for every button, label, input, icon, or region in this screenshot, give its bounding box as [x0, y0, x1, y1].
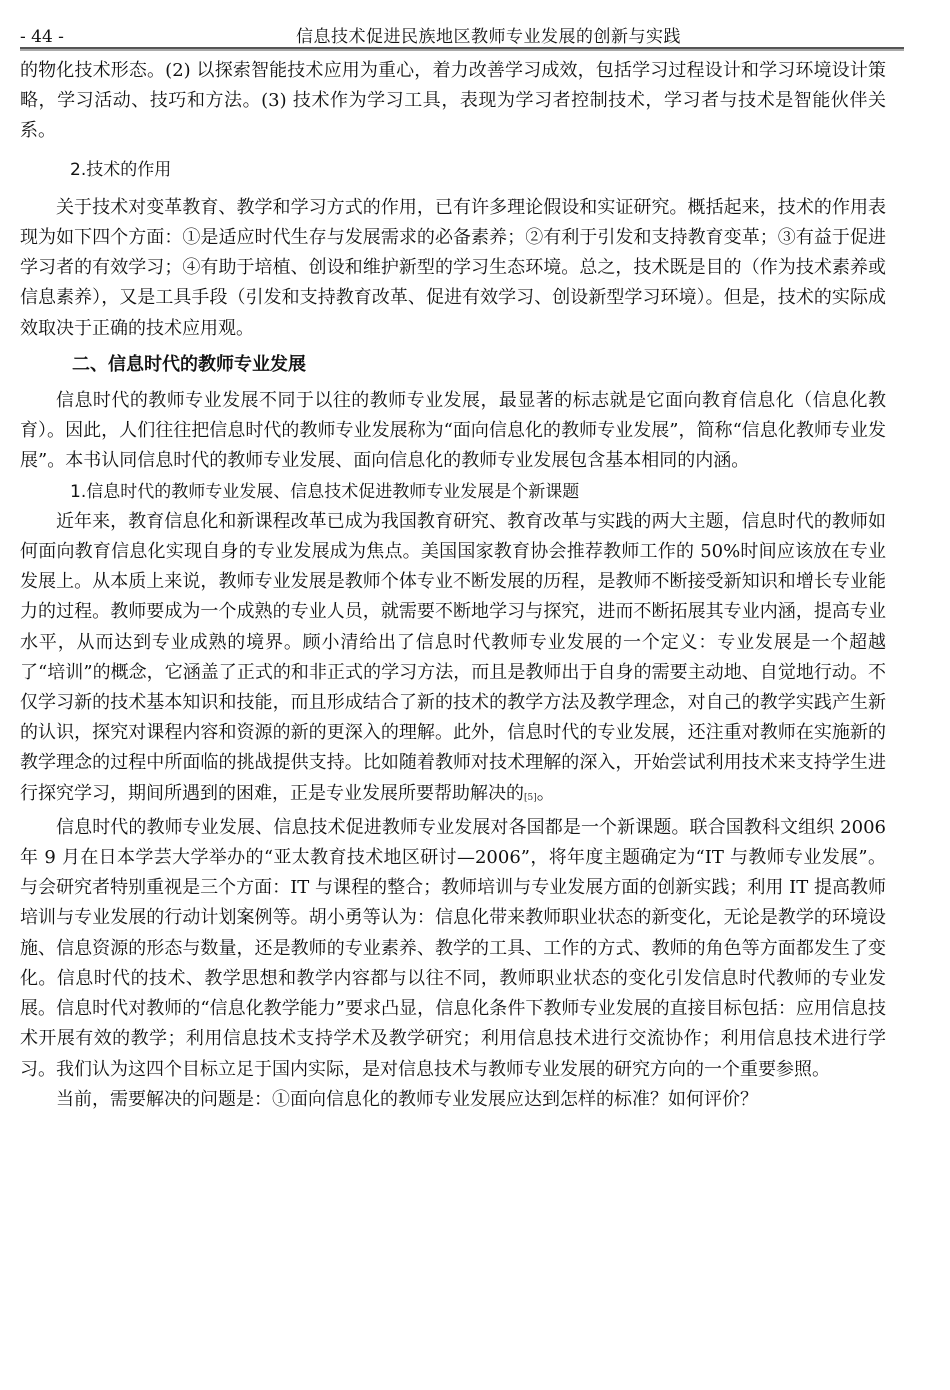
- page-number: - 44 -: [20, 27, 64, 47]
- spacer: [20, 147, 886, 155]
- section-heading: 二、信息时代的教师专业发展: [72, 353, 306, 375]
- paragraph-tech-role: 关于技术对变革教育、教学和学习方式的作用，已有许多理论假设和实证研究。概括起来，技术的作用表现为如下四个方面：①是适应时代生存与发展需求的必备素养；②有利于引发和支持教育变革；③有益于促进学习者的有效学习；④有助于培植、创设和维护新型的学习生态环境。总之，技术既是目的（作为技术素养或信息素养），又是工具手段（引发和支持教育改革、促进有效学习、创设新型学习环境）。但是，技术的实际成效取决于正确的技术应用观。: [20, 196, 886, 339]
- paragraph-definition-text: 近年来，教育信息化和新课程改革已成为我国教育研究、教育改革与实践的两大主题，信息时代的教师如何面向教育信息化实现自身的专业发展成为焦点。美国国家教育协会推荐教师工作的 50%时间应该放在专业发展上。从本质上来说，教师专业发展是教师个体专业不断发展的历程，是教师不断接受新知识和增长专业能力的过程。教师要成为一个成熟的专业人员，就需要不断地学习与探究，进而不断拓展其专业内涵，提高专业水平，从而达到专业成熟的境界。顾小清给出了信息时代教师专业发展的一个定义：专业发展是一个超越了“培训”的概念，它涵盖了正式的和非正式的学习方法，而且是教师出于自身的需要主动地、自觉地行动。不仅学习新的技术基本知识和技能，而且形成结合了新的技术的教学方法及教学理念，对自己的教学实践产生新的认识，探究对课程内容和资源的新的更深入的理解。此外，信息时代的专业发展，还注重对教师在实施新的教学理念的过程中所面临的挑战提供支持。比如随着教师对技术理解的深入，开始尝试利用技术来支持学生进行探究学习，期间所遇到的困难，正是专业发展所要帮助解决的: [20, 510, 886, 804]
- paragraph-definition-end: 。: [536, 782, 555, 804]
- paragraph-current-issues: 当前，需要解决的问题是：①面向信息化的教师专业发展应达到怎样的标准？如何评价？: [56, 1088, 758, 1110]
- paragraph-intro: 信息时代的教师专业发展不同于以往的教师专业发展，最显著的标志就是它面向教育信息化（信息化教育）。因此，人们往往把信息时代的教师专业发展称为“面向信息化的教师专业发展”，简称“信息化教师专业发展”。本书认同信息时代的教师专业发展、面向信息化的教师专业发展包含基本相同的内涵。: [20, 390, 886, 472]
- subheading-tech-role: 2.技术的作用: [70, 159, 172, 180]
- running-title: 信息技术促进民族地区教师专业发展的创新与实践: [296, 27, 681, 47]
- page-body: [20, 56, 886, 1115]
- spacer: [20, 185, 886, 193]
- paragraph-continuation: 的物化技术形态。(2) 以探索智能技术应用为重心，着力改善学习成效，包括学习过程设计和学习环境设计策略，学习活动、技巧和方法。(3) 技术作为学习工具，表现为学习者控制技术，学习者与技术是智能伙伴关系。: [20, 60, 886, 142]
- header-rule: [20, 47, 904, 49]
- paragraph-definition: [20, 507, 886, 813]
- subheading-new-topic: 1.信息时代的教师专业发展、信息技术促进教师专业发展是个新课题: [70, 481, 580, 502]
- paragraph-international: 信息时代的教师专业发展、信息技术促进教师专业发展对各国都是一个新课题。联合国教科文组织 2006 年 9 月在日本学芸大学举办的“亚太教育技术地区研讨—2006”，将年度主题确定为“IT 与教师专业发展”。与会研究者特别重视是三个方面：IT 与课程的整合；教师培训与专业发展方面的创新实践；利用 IT 提高教师培训与专业发展的行动计划案例等。胡小勇等认为：信息化带来教师职业状态的新变化，无论是教学的环境设施、信息资源的形态与数量，还是教师的专业素养、教学的工具、工作的方式、教师的角色等方面都发生了变化。信息时代的技术、教学思想和教学内容都与以往不同，教师职业状态的变化引发信息时代教师的专业发展。信息时代对教师的“信息化教学能力”要求凸显，信息化条件下教师专业发展的直接目标包括：应用信息技术开展有效的教学；利用信息技术支持学术及教学研究；利用信息技术进行交流协作；利用信息技术进行学习。我们认为这四个目标立足于国内实际，是对信息技术与教师专业发展的研究方向的一个重要参照。: [20, 816, 886, 1080]
- citation-marker: [5]: [524, 792, 537, 803]
